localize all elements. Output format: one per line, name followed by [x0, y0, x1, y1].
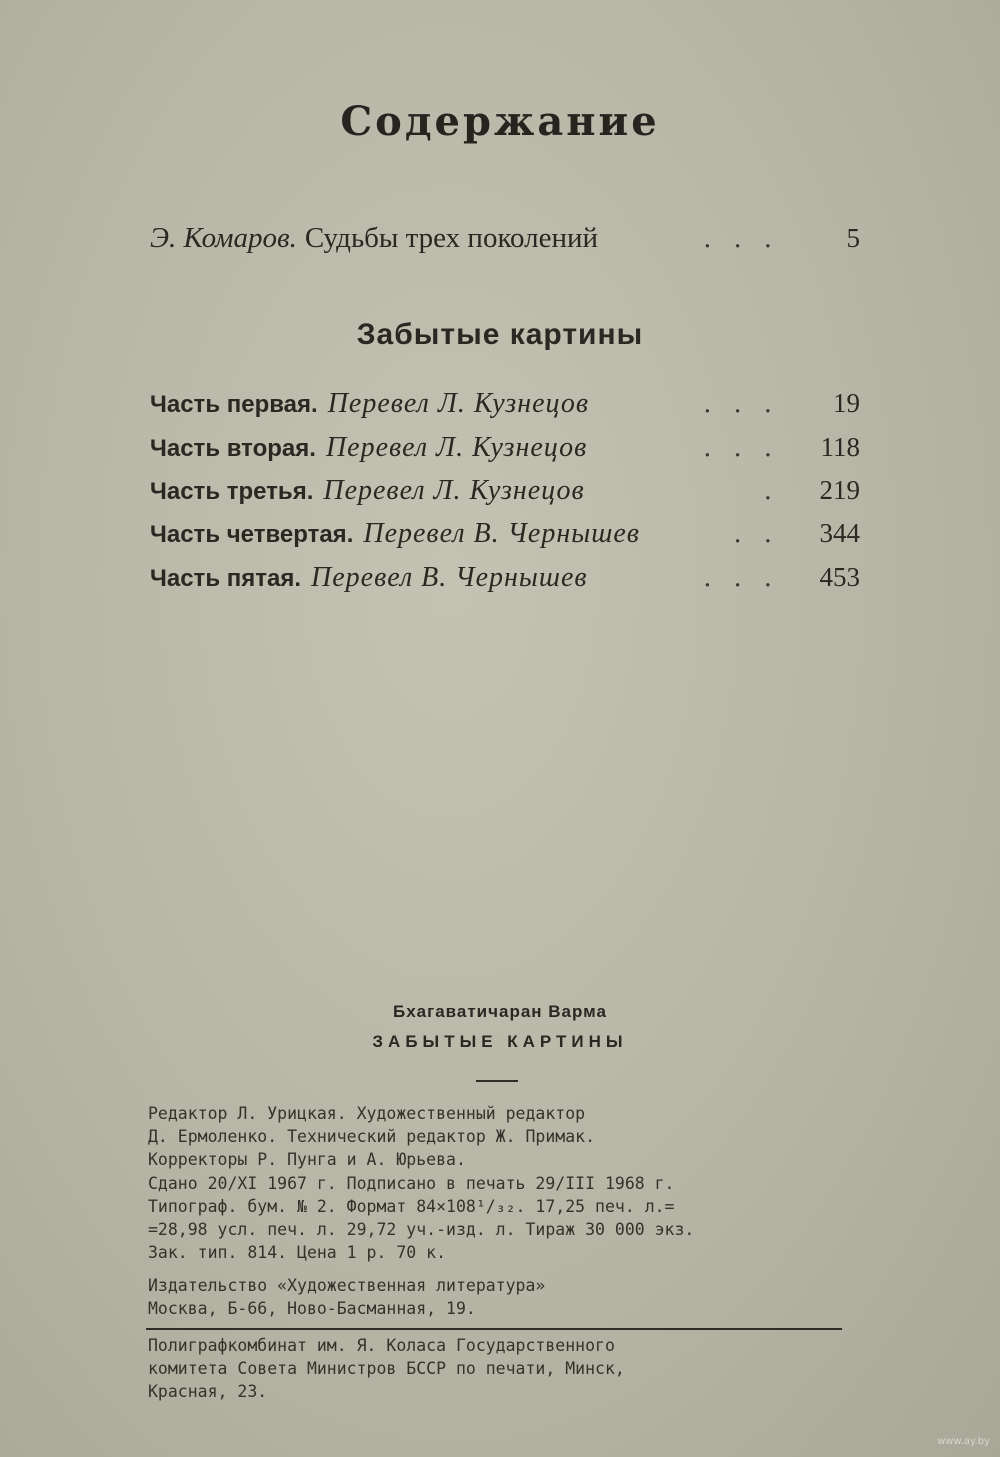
imprint-printer — [148, 1334, 848, 1403]
toc-page-number: 219 — [819, 475, 860, 505]
toc-leader: ... — [703, 224, 794, 254]
imprint-line: Корректоры Р. Пунга и А. Юрьева. — [148, 1150, 466, 1169]
imprint-print-details — [148, 1172, 848, 1264]
toc-part-label: Часть первая. — [150, 391, 318, 418]
imprint-bottom-divider — [146, 1328, 842, 1330]
toc-page-number: 118 — [820, 432, 860, 462]
page-title: Содержание — [340, 98, 660, 145]
toc-entry-intro — [150, 222, 860, 255]
toc-part-label: Часть вторая. — [150, 435, 316, 462]
imprint-line: Москва, Б-66, Ново-Басманная, 19. — [148, 1299, 476, 1318]
toc-intro-author: Э. Комаров. — [150, 222, 297, 254]
imprint-line: Зак. тип. 814. Цена 1 р. 70 к. — [148, 1243, 447, 1262]
toc-leader: .. — [733, 519, 794, 549]
toc-part-label: Часть пятая. — [150, 565, 302, 592]
imprint-line: =28,98 усл. печ. л. 29,72 уч.-изд. л. Тираж 30 000 экз. — [148, 1220, 695, 1239]
toc-entry-part-1 — [150, 388, 860, 420]
imprint-line: Д. Ермоленко. Технический редактор Ж. Примак. — [148, 1127, 596, 1146]
imprint-line: Издательство «Художественная литература» — [148, 1276, 546, 1295]
toc-leader: ... — [703, 433, 794, 463]
imprint-line: комитета Совета Министров БССР по печати, Минск, — [148, 1359, 625, 1378]
imprint-title: ЗАБЫТЫЕ КАРТИНЫ — [372, 1032, 628, 1051]
toc-part-translator: Перевел В. Чернышев — [363, 518, 640, 549]
imprint-line: Красная, 23. — [148, 1382, 268, 1401]
imprint-line: Типограф. бум. № 2. Формат 84×108¹/₃₂. 17,25 печ. л.= — [148, 1197, 675, 1216]
toc-part-label: Часть четвертая. — [150, 521, 354, 548]
toc-page-number: 5 — [846, 223, 860, 253]
section-title: Забытые картины — [356, 318, 644, 351]
toc-part-translator: Перевел Л. Кузнецов — [327, 388, 590, 419]
toc-leader: ... — [703, 389, 794, 419]
toc-intro-work: Судьбы трех поколений — [304, 222, 599, 254]
toc-entry-part-3 — [150, 475, 860, 507]
toc-leader: ... — [703, 563, 794, 593]
imprint-author: Бхагаватичаран Варма — [393, 1002, 607, 1021]
toc-entry-part-4 — [150, 518, 860, 550]
imprint-credits — [148, 1102, 848, 1171]
toc-part-translator: Перевел Л. Кузнецов — [323, 475, 585, 506]
toc-page-number: 19 — [833, 388, 860, 418]
toc-page-number: 344 — [819, 518, 860, 548]
toc-part-translator: Перевел В. Чернышев — [311, 562, 588, 593]
imprint-line: Сдано 20/XI 1967 г. Подписано в печать 29/III 1968 г. — [148, 1174, 675, 1193]
imprint-line: Редактор Л. Урицкая. Художественный редактор — [148, 1104, 586, 1123]
toc-entry-part-2 — [150, 432, 860, 464]
toc-entry-part-5 — [150, 562, 860, 594]
toc-leader: . — [763, 476, 794, 506]
toc-part-translator: Перевел Л. Кузнецов — [325, 432, 588, 463]
imprint-divider — [476, 1080, 518, 1082]
site-watermark: www.ay.by — [937, 1436, 990, 1447]
imprint-publisher — [148, 1274, 848, 1320]
toc-page-number: 453 — [819, 562, 860, 592]
imprint-line: Полиграфкомбинат им. Я. Коласа Государственного — [148, 1336, 615, 1355]
toc-part-label: Часть третья. — [150, 478, 314, 505]
